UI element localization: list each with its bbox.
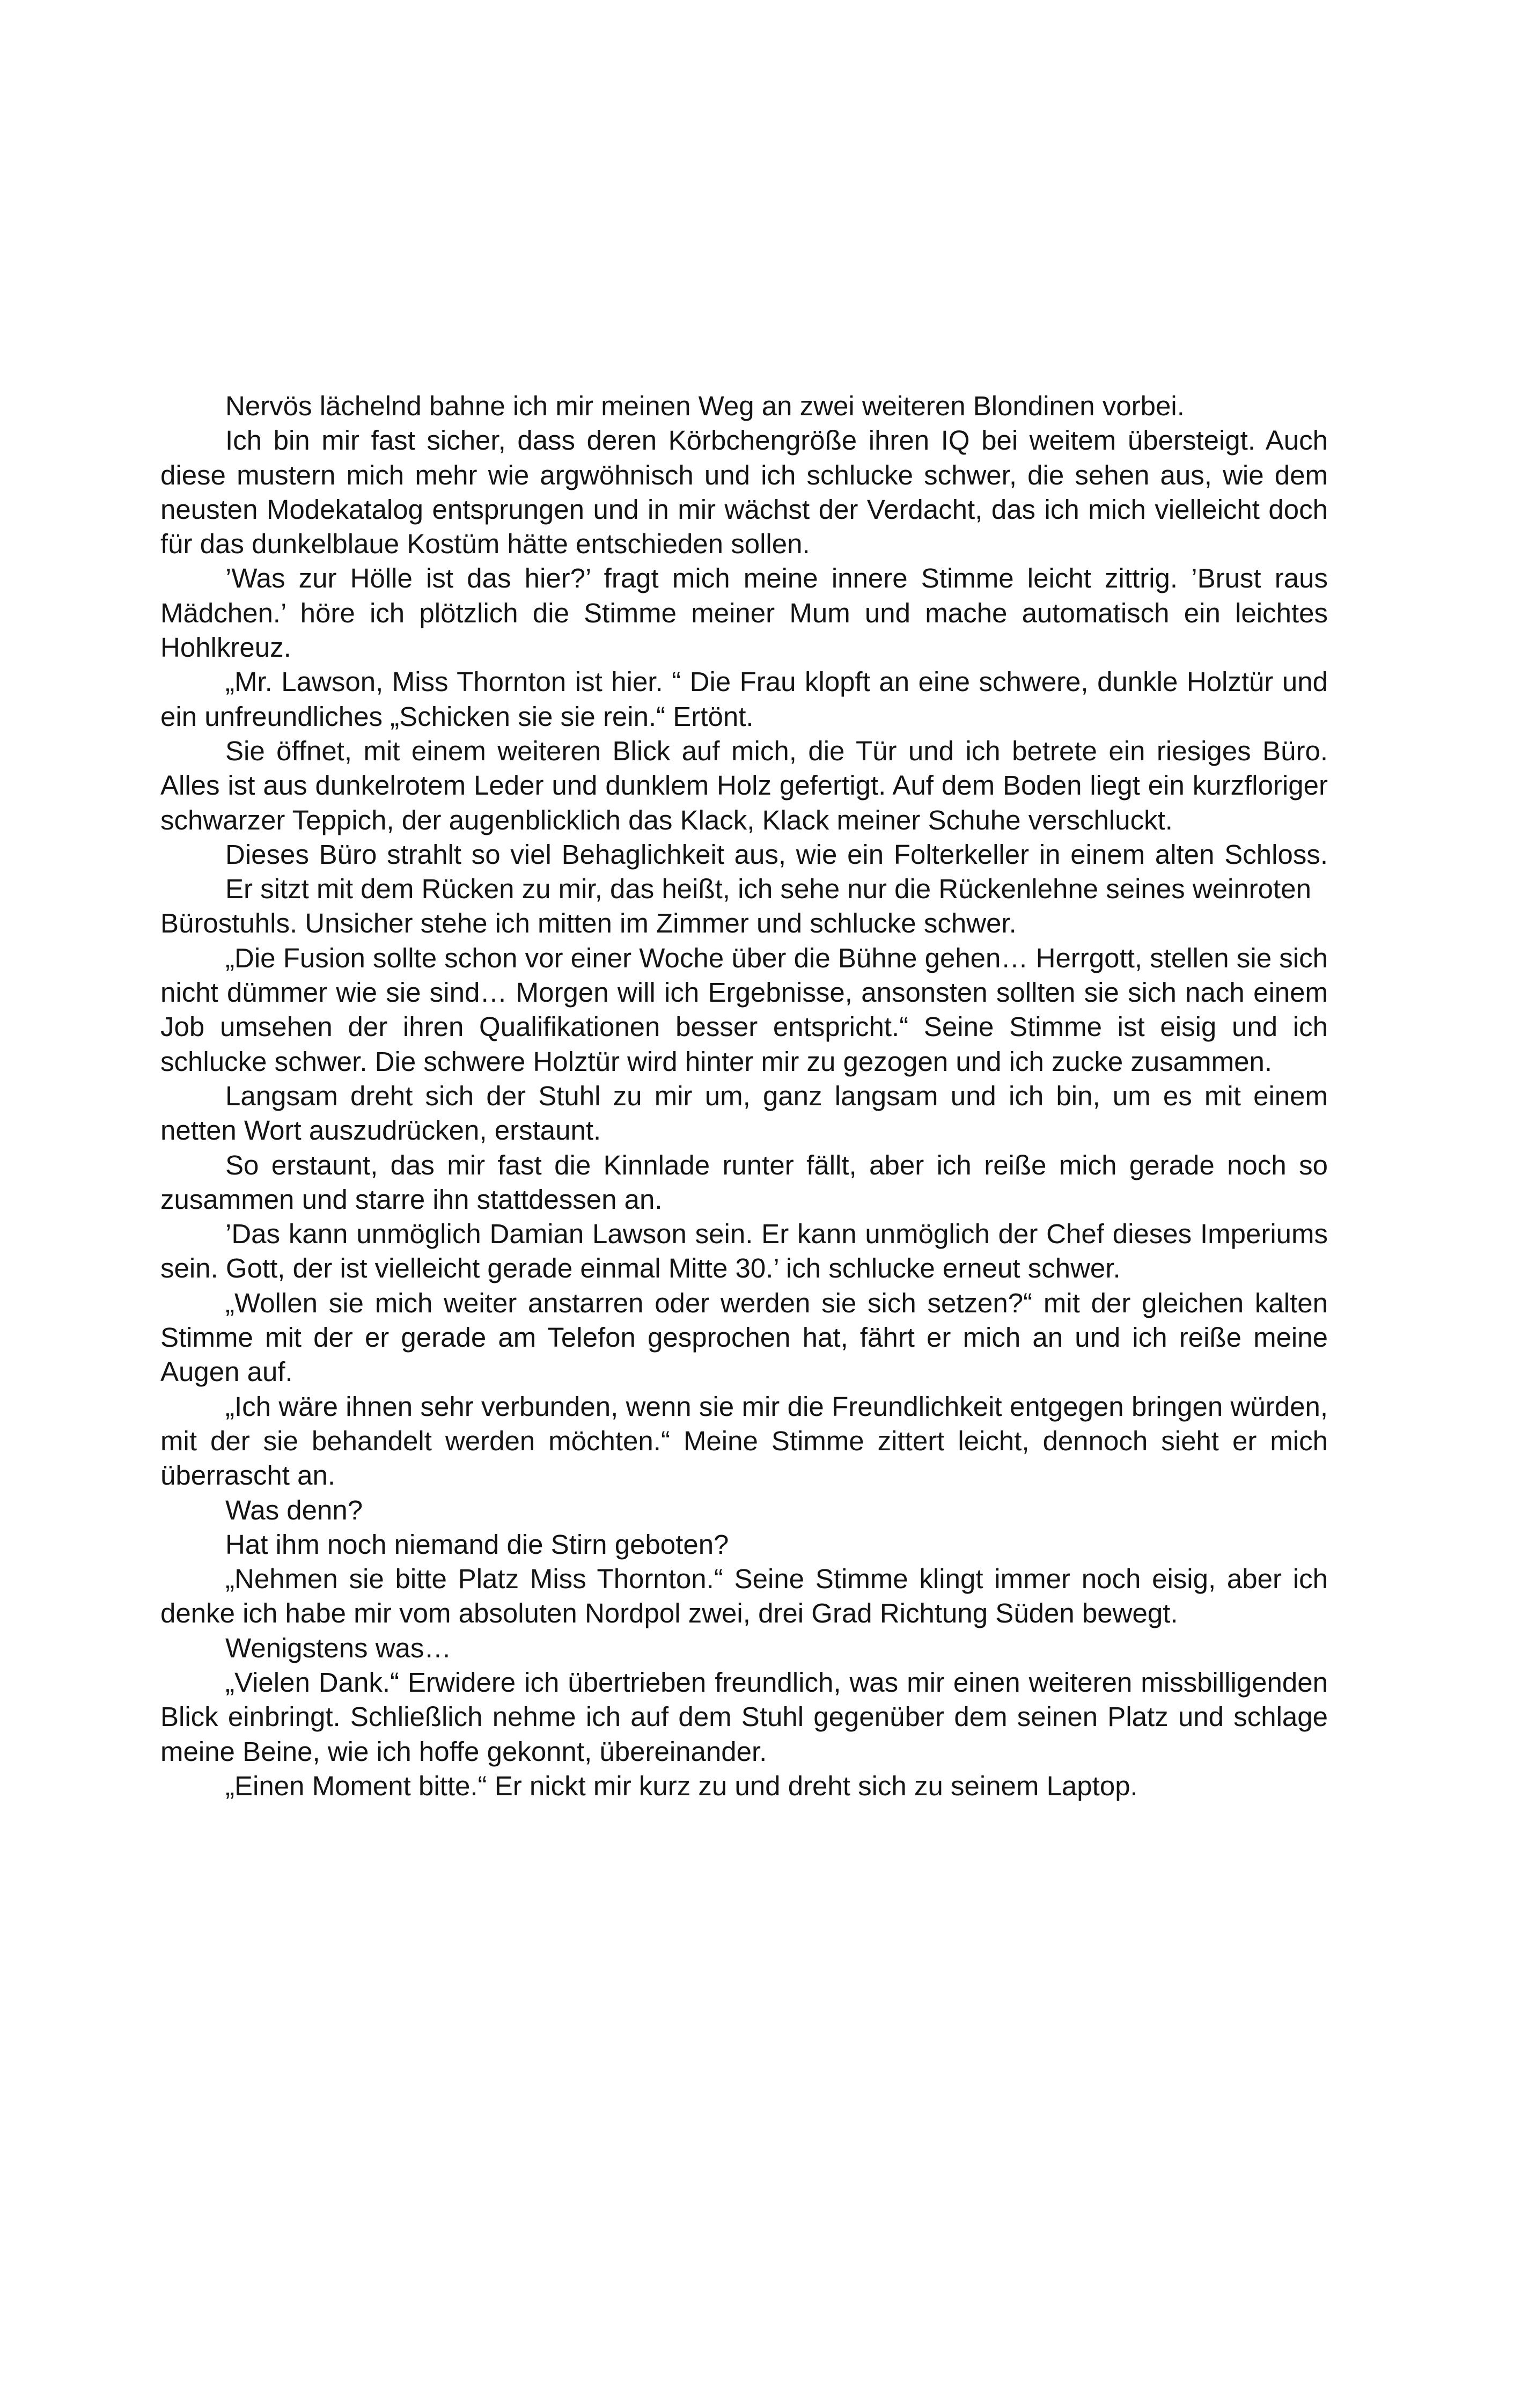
- paragraph: Ich bin mir fast sicher, dass deren Körbchengröße ihren IQ bei weitem übersteigt. Auch diese mustern mich mehr wie argwöhnisch und ich schlucke schwer, die sehen aus, wie dem neusten Modekatalog entsprungen und in mir wächst der Verdacht, das ich mich vielleicht doch für das dunkelblaue Kostüm hätte entschieden sollen.: [160, 425, 1328, 560]
- body-text: [160, 389, 1328, 1803]
- paragraph: „Ich wäre ihnen sehr verbunden, wenn sie mir die Freundlichkeit entgegen bringen würden, mit der sie behandelt werden möchten.“ Meine Stimme zittert leicht, dennoch sieht er mich überrascht an.: [160, 1391, 1328, 1491]
- paragraph: Wenigstens was…: [225, 1632, 452, 1663]
- paragraph: „Nehmen sie bitte Platz Miss Thornton.“ Seine Stimme klingt immer noch eisig, aber ich denke ich habe mir vom absoluten Nordpol zwei, drei Grad Richtung Süden bewegt.: [160, 1563, 1328, 1629]
- paragraph: Sie öffnet, mit einem weiteren Blick auf mich, die Tür und ich betrete ein riesiges Büro. Alles ist aus dunkelrotem Leder und dunklem Holz gefertigt. Auf dem Boden liegt ein kurzfloriger schwarzer Teppich, der augenblicklich das Klack, Klack meiner Schuhe verschluckt.: [160, 735, 1328, 835]
- paragraph: „Die Fusion sollte schon vor einer Woche über die Bühne gehen… Herrgott, stellen sie sich nicht dümmer wie sie sind… Morgen will ich Ergebnisse, ansonsten sollten sie sich nach einem Job umsehen der ihren Qualifikationen besser entspricht.“ Seine Stimme ist eisig und ich schlucke schwer. Die schwere Holztür wird hinter mir zu gezogen und ich zucke zusammen.: [160, 942, 1328, 1077]
- paragraph: Hat ihm noch niemand die Stirn geboten?: [225, 1529, 729, 1560]
- paragraph: Langsam dreht sich der Stuhl zu mir um, ganz langsam und ich bin, um es mit einem netten Wort auszudrücken, erstaunt.: [160, 1080, 1328, 1146]
- paragraph: Dieses Büro strahlt so viel Behaglichkeit aus, wie ein Folterkeller in einem alten Schloss. Er sitzt mit dem Rücken zu mir, das heißt, ich sehe nur die Rückenlehne seines weinroten: [225, 839, 1328, 905]
- paragraph: So erstaunt, das mir fast die Kinnlade runter fällt, aber ich reiße mich gerade noch so zusammen und starre ihn stattdessen an.: [160, 1149, 1328, 1215]
- paragraph: ’Was zur Hölle ist das hier?’ fragt mich meine innere Stimme leicht zittrig. ’Brust raus Mädchen.’ höre ich plötzlich die Stimme meiner Mum und mache automatisch ein leichtes Hohlkreuz.: [160, 563, 1328, 663]
- paragraph: „Mr. Lawson, Miss Thornton ist hier. “ Die Frau klopft an eine schwere, dunkle Holztür und ein unfreundliches „Schicken sie sie rein.“ Ertönt.: [160, 666, 1328, 732]
- paragraph: Nervös lächelnd bahne ich mir meinen Weg an zwei weiteren Blondinen vorbei.: [225, 391, 1185, 421]
- paragraph: „Wollen sie mich weiter anstarren oder werden sie sich setzen?“ mit der gleichen kalten Stimme mit der er gerade am Telefon gesprochen hat, fährt er mich an und ich reiße meine Augen auf.: [160, 1287, 1328, 1387]
- paragraph: Was denn?: [225, 1494, 363, 1525]
- paragraph: „Vielen Dank.“ Erwidere ich übertrieben freundlich, was mir einen weiteren missbilligenden Blick einbringt. Schließlich nehme ich auf dem Stuhl gegenüber dem seinen Platz und schlage meine Beine, wie ich hoffe gekonnt, übereinander.: [160, 1666, 1328, 1767]
- paragraph: ’Das kann unmöglich Damian Lawson sein. Er kann unmöglich der Chef dieses Imperiums sein. Gott, der ist vielleicht gerade einmal Mitte 30.’ ich schlucke erneut schwer.: [160, 1218, 1328, 1284]
- paragraph: „Einen Moment bitte.“ Er nickt mir kurz zu und dreht sich zu seinem Laptop.: [225, 1770, 1138, 1801]
- paragraph: Bürostuhls. Unsicher stehe ich mitten im Zimmer und schlucke schwer.: [160, 908, 1017, 939]
